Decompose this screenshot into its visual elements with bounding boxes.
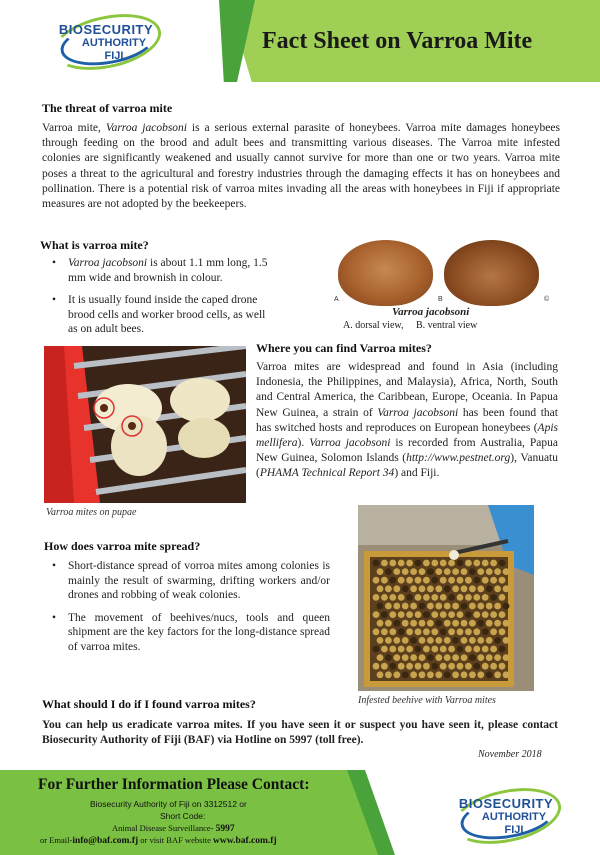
beehive-photo-illustration: [358, 505, 534, 691]
what-heading: What is varroa mite?: [40, 238, 149, 252]
where-paragraph: Varroa mites are widespread and found in Asia (including Indonesia, the Philippines, and Malaysia), Africa, North, South and Central America, the Caribbean, Europe, Oceania. In Papua New Guinea, a strain of Varroa jacobsoni has been found that has switched hosts and reproduces on European honeybees (Apis mellifera). Varroa jacobsoni is recorded from Australia, Papua New Guinea, Solomon Islands (http://www.pestnet.org), Vanuatu (PHAMA Technical Report 34) and Fiji.: [256, 361, 558, 480]
email-link[interactable]: info@baf.com.fj: [72, 836, 139, 846]
header-accent-stripe: [195, 0, 255, 82]
issue-date: November 2018: [478, 749, 542, 760]
what-list: [46, 256, 276, 345]
threat-paragraph: Varroa mite, Varroa jacobsoni is a serious external parasite of honeybees. Varroa mite damages honeybees through feeding on the brood and adult bees and transmitting various diseases. The Varroa mite infested colonies are significantly weakened and usually cannot survive for more than one or two years. Varroa mite poses a threat to the agricultural and forestry industries through the damaging effects it has on honeybees and pollination. There is a potential risk of varroa mites invading all the areas with honeybees in Fiji if appropriate measures are not adopted by the beekeepers.: [42, 122, 560, 211]
footer-email-web: or Email-info@baf.com.fj or visit BAF website www.baf.com.fj: [40, 835, 277, 846]
spread-list: [46, 559, 330, 663]
website-link[interactable]: www.baf.com.fj: [213, 836, 277, 846]
list-item: • It is usually found inside the caped drone brood cells and worker brood cells, as well as on adult bees.: [52, 294, 266, 336]
found-text: You can help us eradicate varroa mites. If you have seen it or suspect you have seen it, please contact Biosecurity Authority of Fiji (BAF) via Hotline on 5997 (toll free).: [42, 719, 558, 747]
pupae-photo-illustration: [44, 346, 246, 503]
footer-short-code: Short Code:: [160, 811, 206, 821]
mite-dorsal-image: [338, 240, 433, 306]
mite-figure: A B ©: [330, 234, 556, 314]
footer-surveillance: Animal Disease Surveillance- 5997: [112, 823, 235, 834]
footer-title: For Further Information Please Contact:: [38, 776, 310, 793]
footer: [0, 770, 600, 855]
threat-heading: The threat of varroa mite: [42, 101, 173, 115]
found-heading: What should I do if I found varroa mites?: [42, 697, 256, 711]
mite-figure-title: Varroa jacobsoni: [392, 306, 470, 318]
baf-logo-footer: BIOSECURITY AUTHORITY FIJI: [446, 784, 566, 846]
list-item: • Varroa jacobsoni is about 1.1 mm long, 1.5 mm wide and brownish in colour.: [52, 257, 268, 284]
header: [0, 0, 600, 82]
where-heading: Where you can find Varroa mites?: [256, 341, 432, 355]
page-title: Fact Sheet on Varroa Mite: [262, 28, 533, 54]
pupae-photo: [44, 346, 246, 503]
spread-heading: How does varroa mite spread?: [44, 539, 201, 553]
mite-figure-caption: A. dorsal view, B. ventral view: [343, 320, 478, 331]
baf-logo: BIOSECURITY AUTHORITY FIJI: [46, 10, 166, 72]
list-item: • Short-distance spread of vorroa mites among colonies is mainly the result of swarming, drifting workers and/or drones and robbing of weak colonies.: [52, 560, 330, 602]
beehive-photo: [358, 505, 534, 691]
hive-caption: Infested beehive with Varroa mites: [358, 695, 496, 706]
pupae-caption: Varroa mites on pupae: [46, 507, 137, 518]
footer-contact-line: Biosecurity Authority of Fiji on 3312512 or: [90, 799, 247, 809]
list-item: • The movement of beehives/nucs, tools and queen shipment are the key factors for the long-distance spread of varroa mites.: [52, 611, 330, 653]
mite-ventral-image: [444, 240, 539, 306]
